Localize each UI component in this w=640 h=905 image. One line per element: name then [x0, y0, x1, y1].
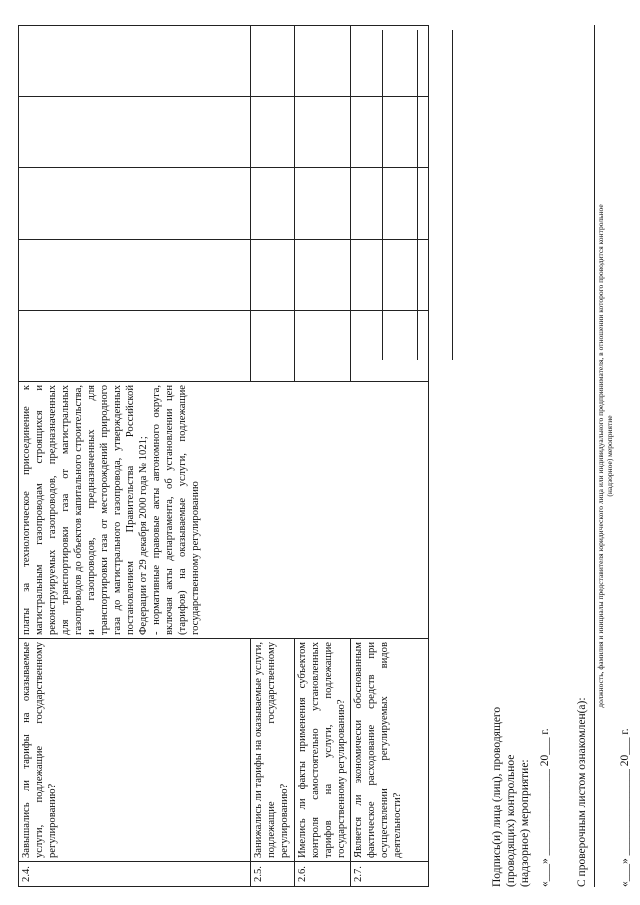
row-legal-reference: [19, 382, 429, 639]
answer-cell: [19, 168, 251, 239]
acquainted-caption: должность, фамилия и инициалы представителя юридического лица или индивидуального предпринимателя, в отношении которого проводится контрольное (надзорное) мероприятие: [596, 204, 614, 708]
answer-cell: [251, 97, 295, 168]
answer-cell: [295, 97, 351, 168]
answer-cell: [251, 310, 295, 381]
answer-cell: [251, 168, 295, 239]
acquainted-line: [594, 25, 595, 887]
signature-line: [382, 30, 383, 360]
row-question: Имелись ли факты применения субъектом контроля самостоятельно установленных тарифов на услуги, подлежащие государственному регулированию?: [295, 639, 351, 862]
answer-cell: [19, 26, 251, 97]
answer-cell: [295, 26, 351, 97]
signature-label: Подпись(и) лица (лиц), проводящего (проводящих) контрольное (надзорное) мероприятие:: [491, 706, 531, 887]
answer-cell: [295, 239, 351, 310]
row-number: 2.7.: [351, 862, 429, 887]
answer-cell: [295, 310, 351, 381]
table-row: [19, 26, 251, 887]
row-number: 2.5.: [251, 862, 295, 887]
answer-cell: [251, 239, 295, 310]
answer-cell: [19, 310, 251, 381]
row-question: Является ли экономически обоснованным фактическое расходование средств при осуществлении регулируемых видов деятельности?: [351, 639, 429, 862]
reference-paragraph: - нормативные правовые акты автономного округа, включая акты департамента, об установлении цен (тарифов) на оказываемые услуги, подлежащие государственному регулированию: [151, 385, 201, 635]
answer-cell: [19, 97, 251, 168]
answer-cell: [295, 168, 351, 239]
row-question: Завышались ли тарифы на оказываемые услуги, подлежащие государственному регулированию?: [19, 639, 251, 862]
signature-line: [417, 30, 418, 360]
reference-paragraph: платы за технологическое присоединение к магистральным газопроводам строящихся и реконструируемых газопроводов, предназначенных для транспортировки газа от магистральных газопроводов до объектов капитального строительства, и газопроводов, предназначенных для транспортировки газа от месторождений природного газа до магистрального газопровода, утвержденных постановлением Правительства Российской Федерации от 29 декабря 2000 года № 1021;: [21, 385, 149, 635]
signature-line: [452, 30, 453, 360]
answer-cell: [19, 239, 251, 310]
signature-date: «___» _______________ 20___ г.: [539, 728, 551, 887]
acquainted-date: «___» _______________ 20___ г.: [619, 728, 631, 887]
row-number: 2.6.: [295, 862, 351, 887]
row-number: 2.4.: [19, 862, 251, 887]
checklist-table: [18, 25, 429, 887]
acquainted-label: С проверочным листом ознакомлен(а):: [576, 697, 588, 887]
answer-cell: [251, 26, 295, 97]
row-question: Занижались ли тарифы на оказываемые услуги, подлежащие государственному регулированию?: [251, 639, 295, 862]
